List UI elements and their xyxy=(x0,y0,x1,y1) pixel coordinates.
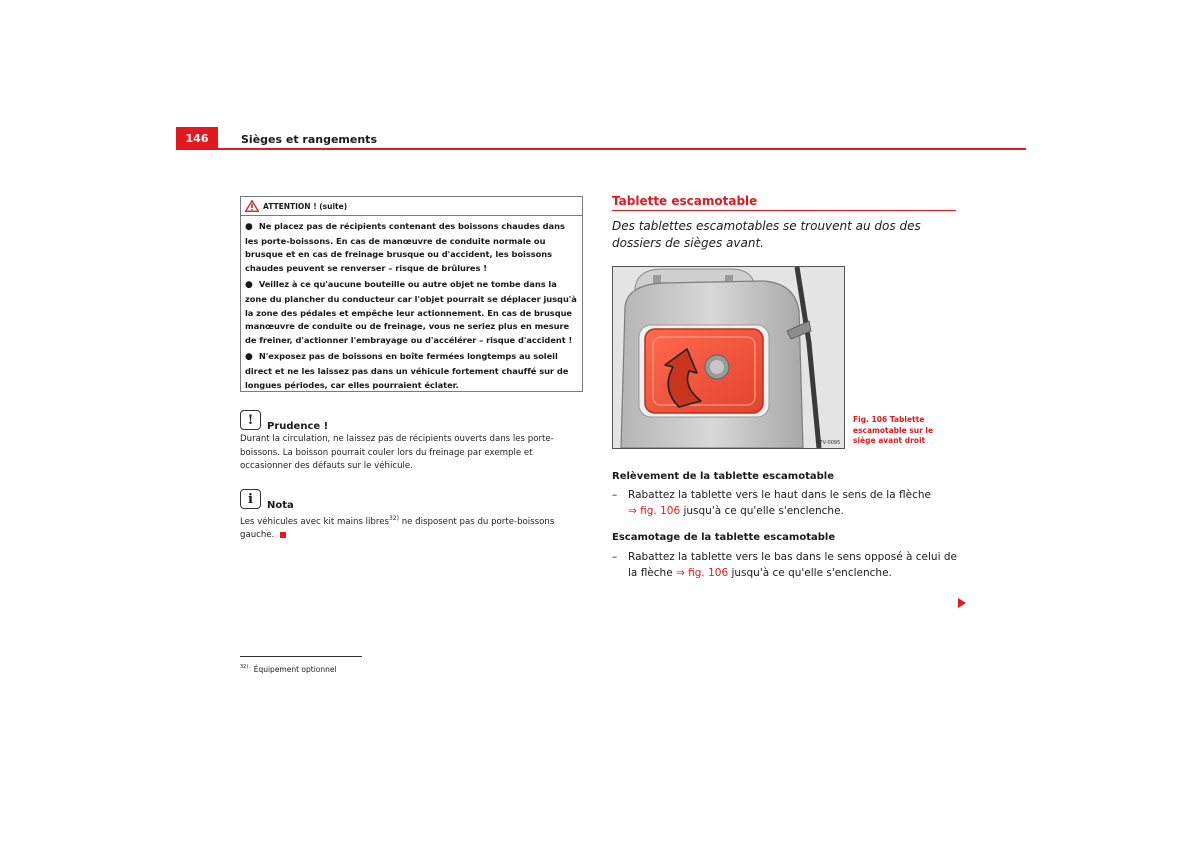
raise-step-text xyxy=(628,488,931,519)
prudence-heading xyxy=(240,410,328,430)
figure-seat-tray xyxy=(612,266,845,449)
warning-item xyxy=(245,350,578,392)
warning-heading: ATTENTION ! (suite) xyxy=(263,201,348,211)
step-dash: – xyxy=(612,551,618,563)
section-rule xyxy=(612,210,956,211)
lower-text-start: Rabattez la tablette vers le bas dans le sens opposé à celui de la flèche xyxy=(628,551,957,579)
nota-title: Nota xyxy=(267,500,294,511)
raise-title: Relèvement de la tablette escamotable xyxy=(612,471,834,482)
warning-triangle-icon xyxy=(245,200,259,212)
warning-header xyxy=(241,197,582,216)
seat-tray-illustration xyxy=(613,267,844,448)
prudence-text: Durant la circulation, ne laissez pas de récipients ouverts dans les porte-boissons. La boisson pourrait couler lors du freinage par exemple et occasionner des défauts sur le véhicule. xyxy=(240,434,554,472)
header-rule xyxy=(176,148,1026,150)
raise-text-end: jusqu'à ce qu'elle s'enclenche. xyxy=(680,504,844,517)
figure-code: B7V-0095 xyxy=(816,440,841,446)
exclamation-icon: ! xyxy=(240,410,261,430)
footnote-number: 32) xyxy=(240,664,249,670)
prudence-title: Prudence ! xyxy=(267,421,329,432)
section-title: Tablette escamotable xyxy=(612,194,758,208)
nota-heading xyxy=(240,489,294,509)
lower-title: Escamotage de la tablette escamotable xyxy=(612,532,836,543)
footnote-text: Équipement optionnel xyxy=(253,664,337,674)
warning-item-text: Veillez à ce qu'aucune bouteille ou autre objet ne tombe dans la zone du plancher du conducteur car l'objet pourrait se déplacer jusqu'à la zone des pédales et empêche leur actionnement. En cas de brusque manœuvre de conduite ou de freinage, vous ne seriez plus en mesure de freiner, d'actionner l'embrayage ou d'accélérer – risque d'accident ! xyxy=(245,279,577,345)
warning-box xyxy=(240,196,583,392)
lower-step xyxy=(612,550,958,581)
warning-item-text: Ne placez pas de récipients contenant des boissons chaudes dans les porte-boissons. En cas de manœuvre de conduite normale ou brusque et en cas de freinage brusque ou d'accident, les boissons chaudes peuvent se renverser – risque de brûlures ! xyxy=(245,221,565,273)
end-marker-icon xyxy=(280,532,286,538)
nota-text xyxy=(240,512,586,543)
section-intro: Des tablettes escamotables se trouvent au dos des dossiers de sièges avant. xyxy=(612,219,921,250)
lower-text-end: jusqu'à ce qu'elle s'enclenche. xyxy=(728,566,892,579)
footnote-rule xyxy=(240,656,362,657)
nota-text-end: ne disposent pas du porte-boissons gauche. xyxy=(240,516,555,541)
figure-link[interactable]: ⇒ fig. 106 xyxy=(676,566,729,579)
warning-item xyxy=(245,220,578,275)
warning-item xyxy=(245,278,578,347)
page-number: 146 xyxy=(176,127,218,149)
step-dash: – xyxy=(612,489,618,501)
nota-text-start: Les véhicules avec kit mains libres xyxy=(240,516,389,527)
lower-step-text xyxy=(628,550,958,581)
bullet: ● xyxy=(245,352,253,363)
info-icon: i xyxy=(240,489,261,509)
raise-step xyxy=(612,488,958,519)
next-page-arrow-icon[interactable] xyxy=(958,598,966,608)
bullet: ● xyxy=(245,222,253,232)
raise-text-start: Rabattez la tablette vers le haut dans le sens de la flèche xyxy=(628,489,931,501)
footnote xyxy=(240,664,337,674)
warning-item-text: N'exposez pas de boissons en boîte fermées longtemps au soleil direct et ne les laissez pas dans un véhicule fortement chauffé sur de longues périodes, car elles pourraient éclater. xyxy=(245,351,569,390)
figure-link[interactable]: ⇒ fig. 106 xyxy=(628,504,681,517)
figure-caption: Fig. 106 Tablette escamotable sur le siège avant droit xyxy=(853,415,934,445)
chapter-title: Sièges et rangements xyxy=(241,133,377,146)
footnote-reference[interactable]: 32) xyxy=(388,515,399,522)
bullet: ● xyxy=(245,280,253,291)
